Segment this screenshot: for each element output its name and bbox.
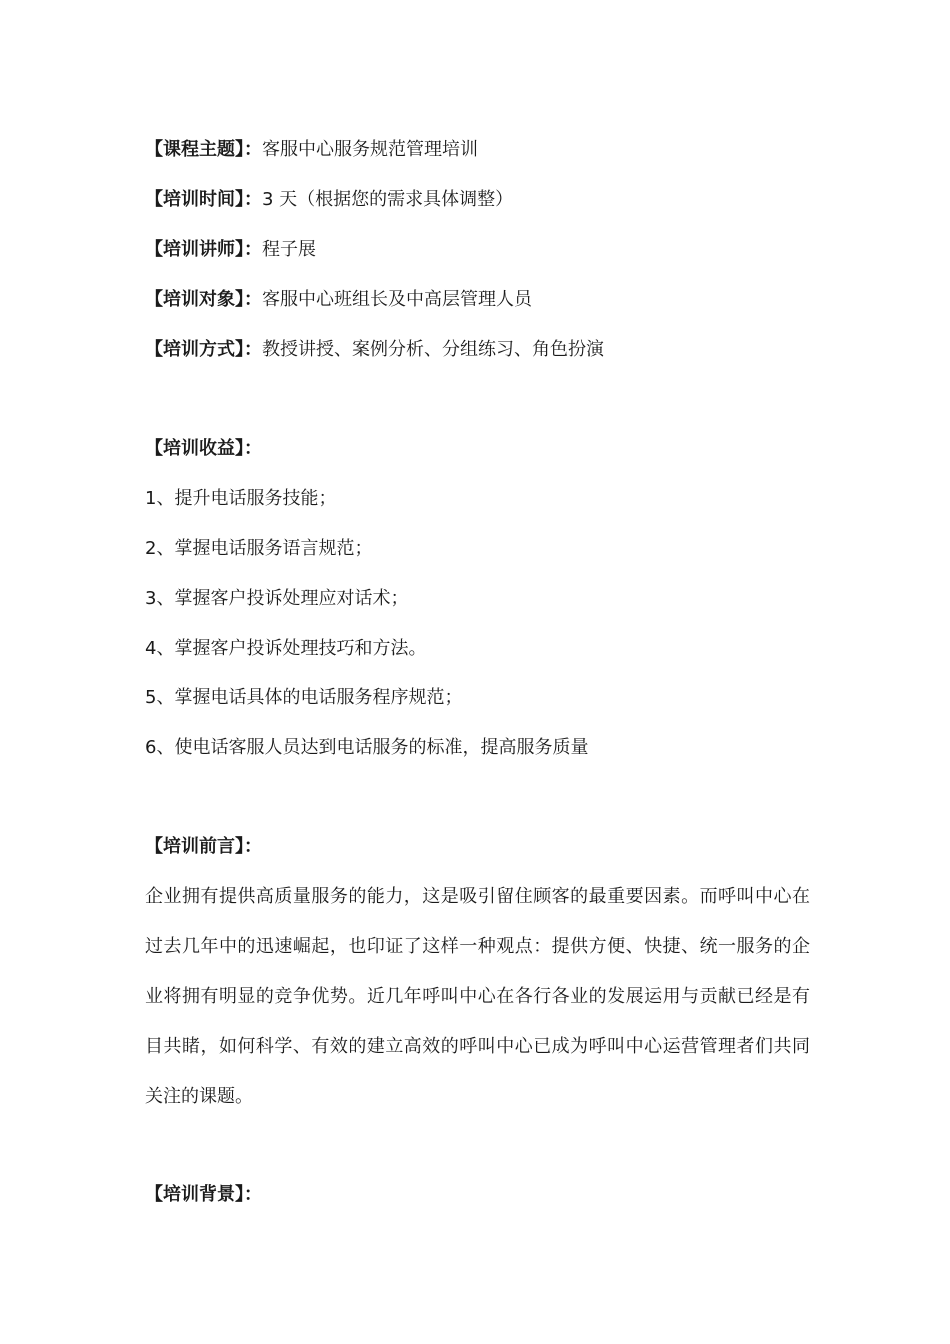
method-label: 【培训方式】： [145, 339, 262, 360]
benefit-item: 3、掌握客户投诉处理应对话术； [145, 588, 409, 609]
method-value: 教授讲授、案例分析、分组练习、角色扮演 [262, 339, 604, 360]
benefit-item: 5、掌握电话具体的电话服务程序规范； [145, 687, 463, 708]
course-topic-label: 【课程主题】： [145, 139, 262, 160]
training-time-line [145, 188, 820, 212]
benefit-item: 1、提升电话服务技能； [145, 488, 337, 509]
benefits-heading: 【培训收益】： [145, 438, 262, 459]
training-time-label: 【培训时间】： [145, 189, 262, 210]
benefit-item: 6、使电话客服人员达到电话服务的标准，提高服务质量 [145, 737, 589, 758]
trainer-line [145, 238, 820, 262]
preface-heading: 【培训前言】： [145, 836, 262, 857]
course-topic-value: 客服中心服务规范管理培训 [262, 139, 478, 160]
course-topic-line [145, 138, 820, 162]
training-time-value: 3 天（根据您的需求具体调整） [262, 189, 514, 210]
audience-label: 【培训对象】： [145, 289, 262, 310]
benefit-item: 4、掌握客户投诉处理技巧和方法。 [145, 638, 427, 659]
trainer-value: 程子展 [262, 239, 316, 260]
background-heading: 【培训背景】： [145, 1184, 262, 1205]
benefit-item: 2、掌握电话服务语言规范； [145, 538, 373, 559]
audience-line [145, 288, 820, 312]
audience-value: 客服中心班组长及中高层管理人员 [262, 289, 532, 310]
trainer-label: 【培训讲师】： [145, 239, 262, 260]
preface-paragraph: 企业拥有提供高质量服务的能力，这是吸引留住顾客的最重要因素。而呼叫中心在过去几年中的迅速崛起，也印证了这样一种观点：提供方便、快捷、统一服务的企业将拥有明显的竞争优势。近几年呼叫中心在各行各业的发展运用与贡献已经是有目共睹，如何科学、有效的建立高效的呼叫中心已成为呼叫中心运营管理者们共同关注的课题。 [145, 886, 810, 1107]
method-line [145, 338, 820, 362]
